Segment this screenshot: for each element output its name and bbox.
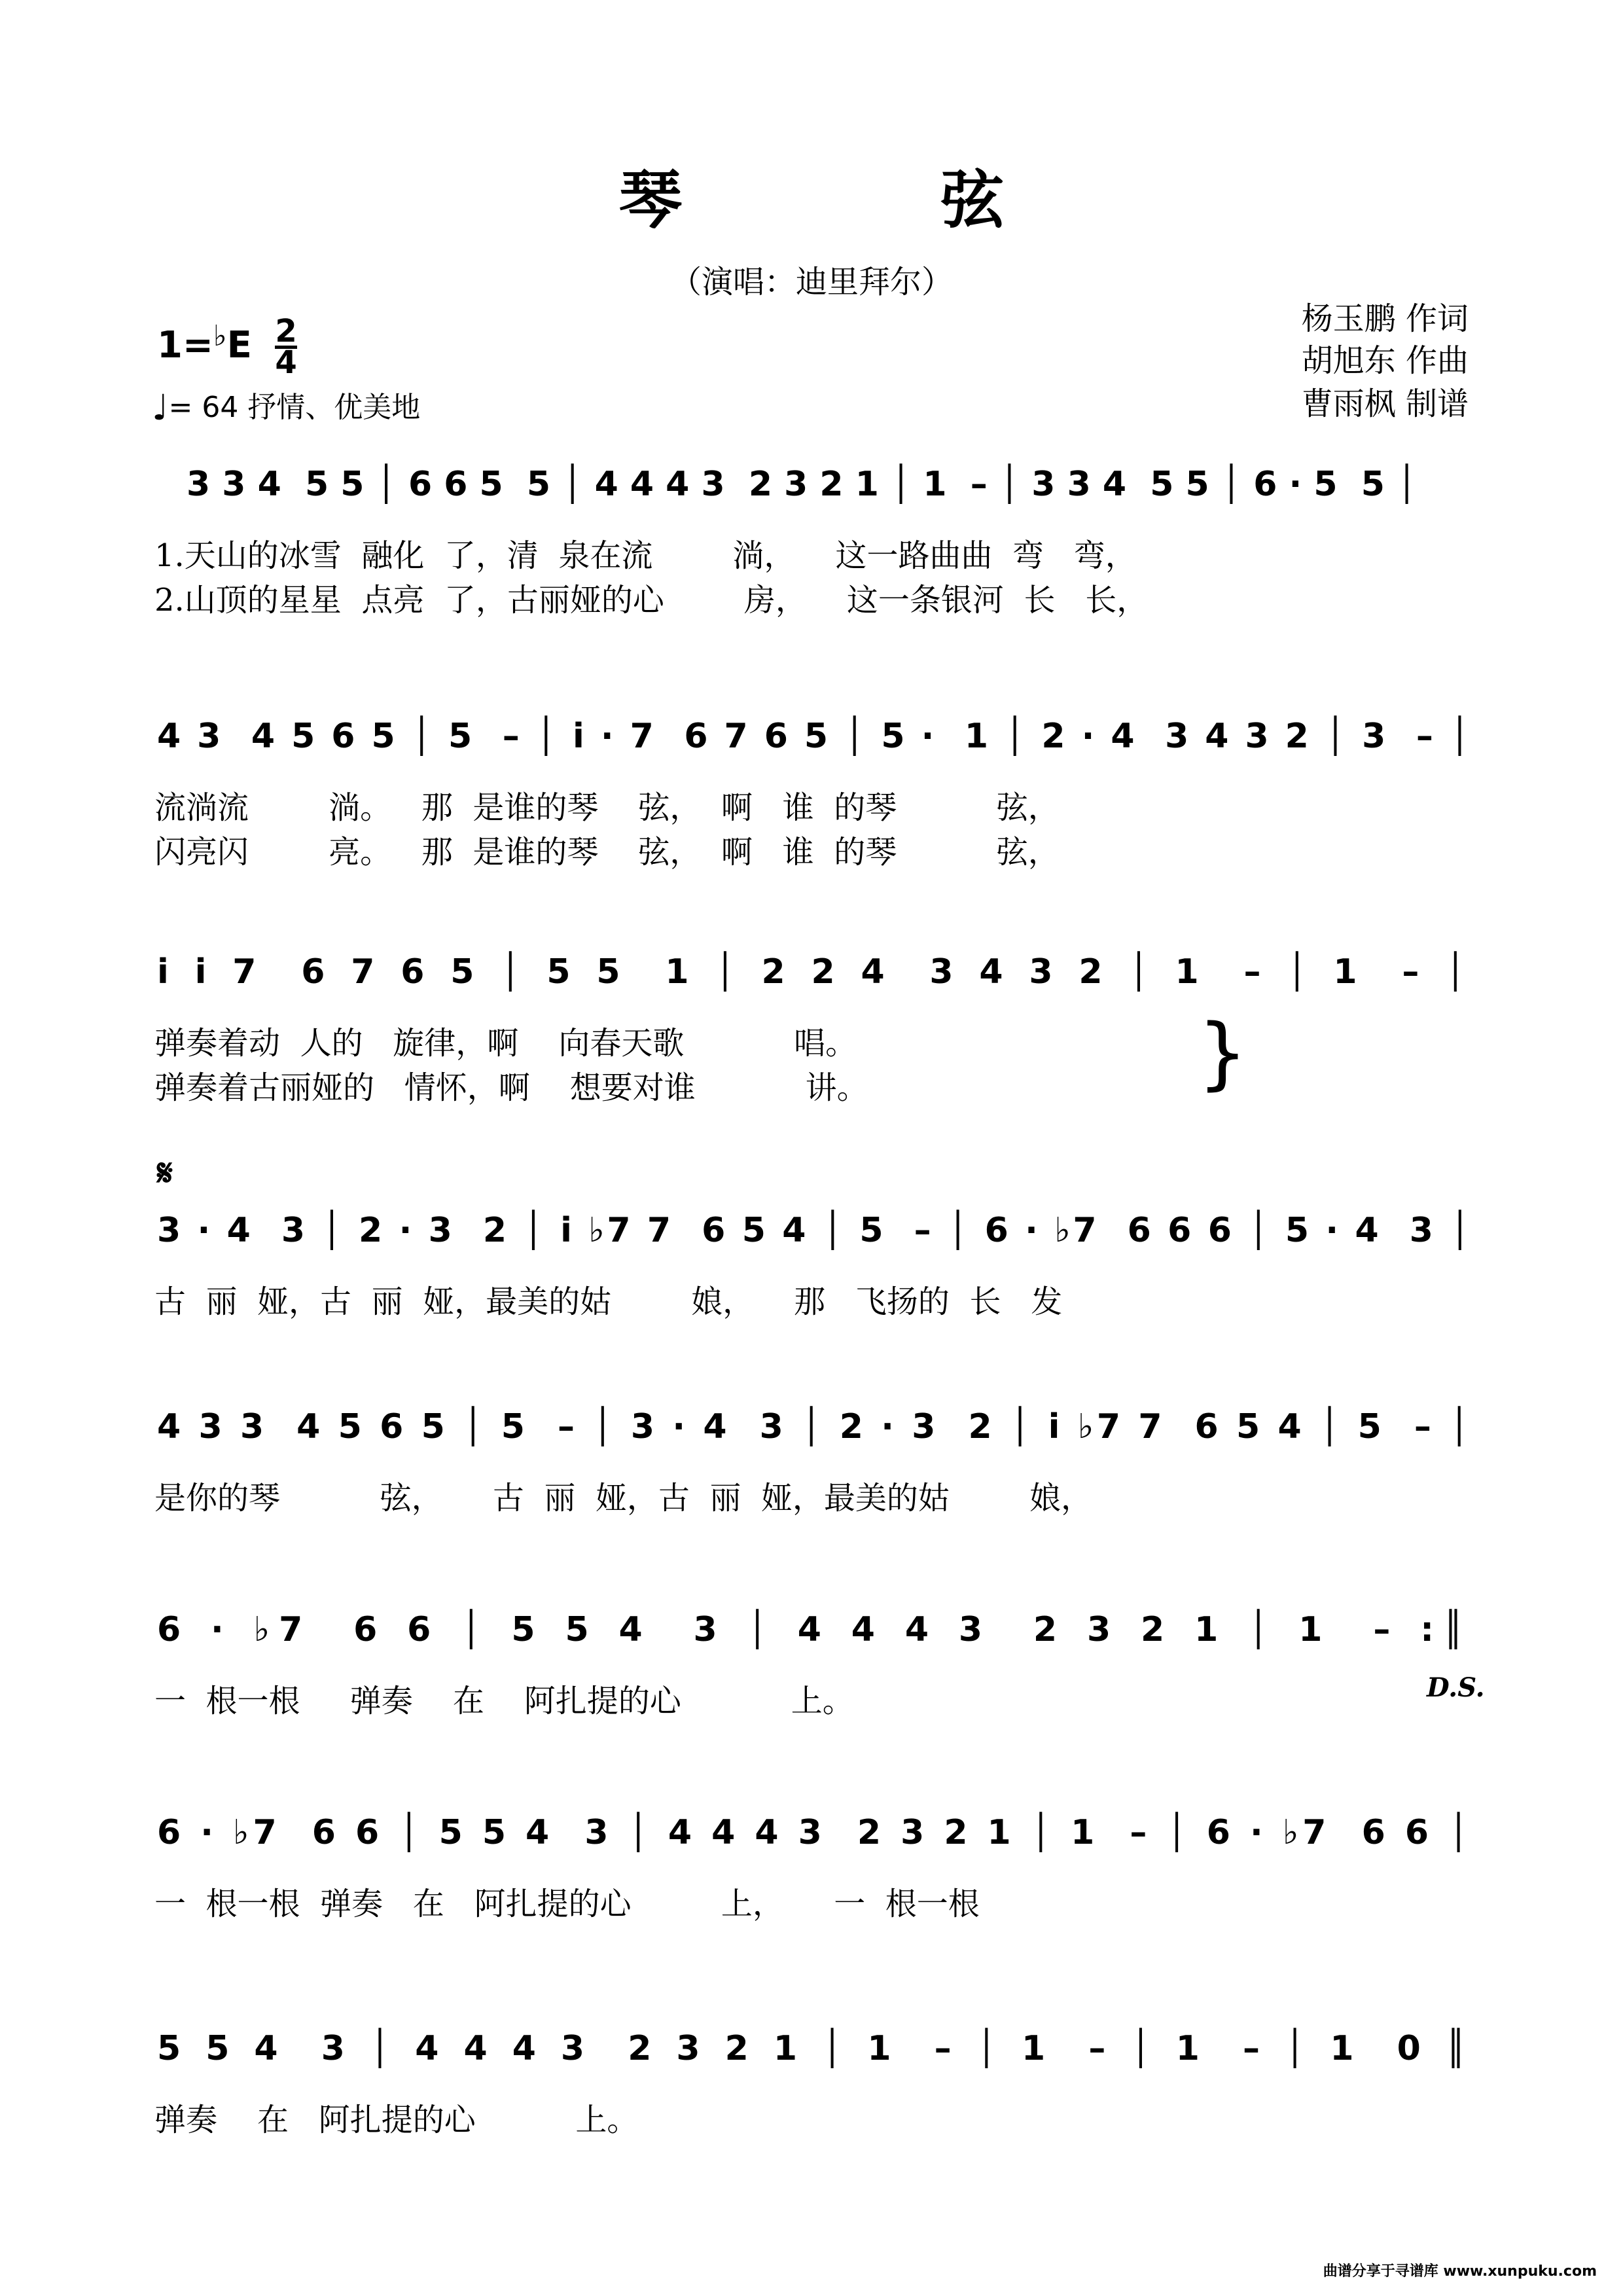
- staff-system-8: [0, 2016, 1623, 2199]
- lyric-line-1: 一 根一根 弹奏 在 阿扎提的心 上， 一 根一根: [154, 1886, 980, 1922]
- arpeggio-bracket: }: [1198, 1008, 1248, 1099]
- composer-credit: 胡旭东 作曲: [1301, 342, 1469, 379]
- transcriber-credit: 曹雨枫 制谱: [1301, 386, 1469, 422]
- time-signature: $\frac{2}{4}$: [275, 313, 297, 382]
- staff-system-4: [0, 1152, 1623, 1381]
- lyric-line-2: 弹奏着古丽娅的 情怀，啊 想要对谁 讲。: [154, 1069, 868, 1106]
- lyric-line-1: 是你的琴 弦， 古 丽 娅，古 丽 娅，最美的姑 娘，: [154, 1480, 1092, 1516]
- segno-icon: 𝄋: [157, 1152, 173, 1194]
- staff-system-5: [0, 1394, 1623, 1577]
- lyric-line-2: 2.山顶的星星 点亮 了，古丽娅的心 房， 这一条银河 长 长，: [154, 582, 1149, 619]
- page-title: 琴 弦: [619, 163, 1102, 237]
- notation-line: 6 · ♭7 6 6 │ 5 5 4 3 │ 4 4 4 3 2 3 2 1 │ 1 – │ 6 · ♭7 6 6 │: [157, 1813, 1473, 1852]
- lyric-line-1: 一 根一根 弹奏 在 阿扎提的心 上。: [154, 1683, 854, 1719]
- dal-segno-marking: D.S.: [1427, 1672, 1485, 1703]
- staff-system-6: [0, 1597, 1623, 1780]
- notation-line: i i 7 6 7 6 5 │ 5 5 1 │ 2 2 4 3 4 3 2 │ 1 – │ 1 – │: [157, 952, 1473, 992]
- lyric-line-1: 弹奏 在 阿扎提的心 上。: [154, 2102, 639, 2138]
- notation-line: 3 3 4 5 5 │ 6 6 5 5 │ 4 4 4 3 2 3 2 1 │ 1 – │ 3 3 4 5 5 │ 6 · 5 5 │: [187, 465, 1418, 504]
- notation-line: 6 · ♭7 6 6 │ 5 5 4 3 │ 4 4 4 3 2 3 2 1 │ 1 – :║: [157, 1610, 1473, 1649]
- notation-line: 5 5 4 3 │ 4 4 4 3 2 3 2 1 │ 1 – │ 1 – │ 1 – │ 1 0 ║: [157, 2029, 1473, 2068]
- notation-line: 3 · 4 3 │ 2 · 3 2 │ i ♭7 7 6 5 4 │ 5 – │ 6 · ♭7 6 6 6 │ 5 · 4 3 │: [157, 1211, 1473, 1250]
- lyric-line-2: 闪亮闪 亮。 那 是谁的琴 弦， 啊 谁 的琴 弦，: [154, 834, 1060, 870]
- quarter-note-icon: ♩: [152, 387, 169, 428]
- lyric-line-1: 1.天山的冰雪 融化 了，清 泉在流 淌， 这一路曲曲 弯 弯，: [154, 537, 1137, 574]
- subtitle: （演唱：迪里拜尔）: [669, 264, 953, 300]
- lyric-line-1: 古 丽 娅，古 丽 娅，最美的姑 娘， 那 飞扬的 长 发: [154, 1283, 1063, 1320]
- site-watermark: 曲谱分享于寻谱库 www.xunpuku.com: [1323, 2263, 1597, 2280]
- key-signature: 1=♭E $\frac{2}{4}$: [157, 313, 297, 382]
- staff-system-3: [0, 939, 1623, 1122]
- lyric-line-1: 弹奏着动 人的 旋律，啊 向春天歌 唱。: [154, 1025, 857, 1062]
- notation-line: 4 3 4 5 6 5 │ 5 – │ i · 7 6 7 6 5 │ 5 · 1 │ 2 · 4 3 4 3 2 │ 3 – │: [157, 717, 1472, 756]
- tempo-marking: ♩= 64 抒情、优美地: [152, 387, 421, 428]
- staff-system-1: [0, 452, 1623, 635]
- staff-system-2: [0, 704, 1623, 887]
- lyricist-credit: 杨玉鹏 作词: [1301, 300, 1469, 337]
- lyric-line-1: 流淌流 淌。 那 是谁的琴 弦， 啊 谁 的琴 弦，: [154, 789, 1060, 826]
- staff-system-7: [0, 1800, 1623, 1983]
- notation-line: 4 3 3 4 5 6 5 │ 5 – │ 3 · 4 3 │ 2 · 3 2 │ i ♭7 7 6 5 4 │ 5 – │: [157, 1407, 1473, 1446]
